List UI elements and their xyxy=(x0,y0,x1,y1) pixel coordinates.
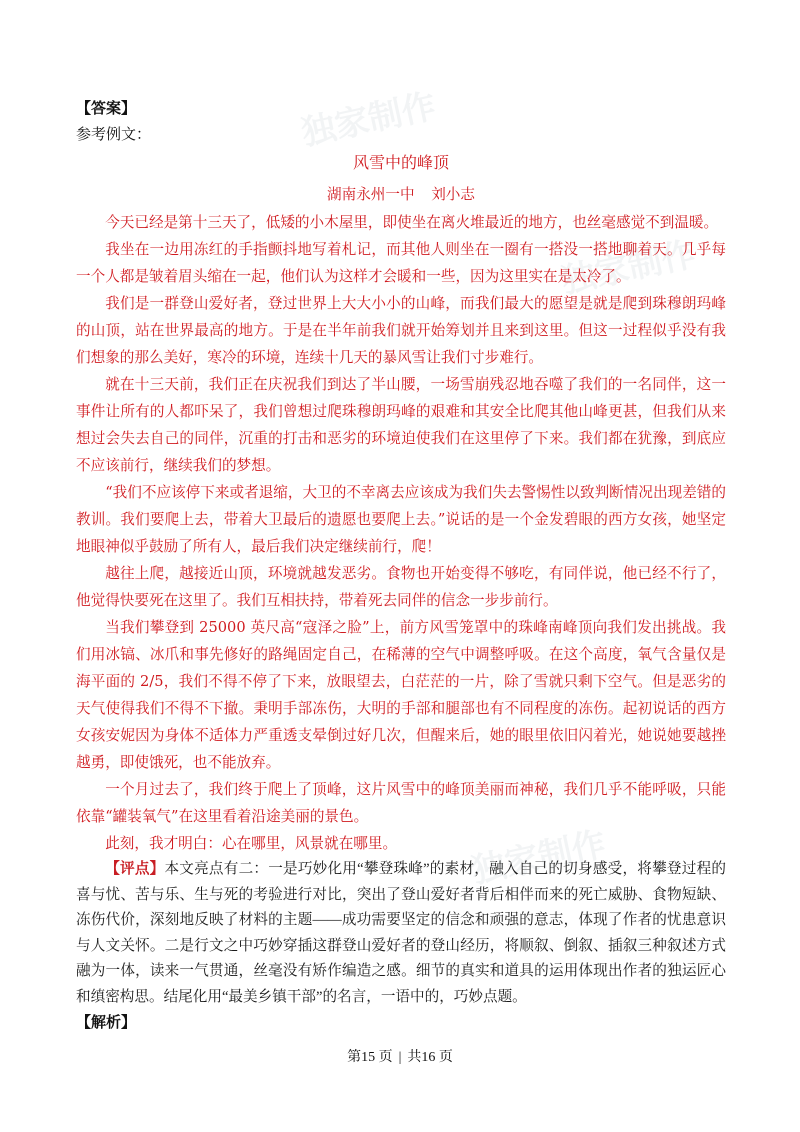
page-number-current: 第15 页 xyxy=(347,1050,393,1065)
watermark: 独家制作 xyxy=(468,824,610,892)
page-footer xyxy=(0,1047,800,1069)
essay-paragraph-6: 越往上爬，越接近山顶，环境就越发恶劣。食物也开始变得不够吃，有同伴说，他已经不行了，他觉得快要死在这里了。我们互相扶持，带着死去同伴的信念一步步前行。 xyxy=(76,565,726,609)
essay-paragraph-5: “我们不应该停下来或者退缩，大卫的不幸离去应该成为我们失去警惕性以致判断情况出现差错的教训。我们要爬上去，带着大卫最后的遗愿也要爬上去。”说话的是一个金发碧眼的西方女孩，她坚定地眼神似乎鼓励了所有人，最后我们决定继续前行，爬！ xyxy=(76,484,726,555)
answer-label: 【答案】 xyxy=(76,101,137,117)
analysis-label: 【解析】 xyxy=(76,1015,137,1031)
essay-body xyxy=(76,209,726,857)
essay-paragraph-3: 我们是一群登山爱好者，登过世界上大大小小的山峰，而我们最大的愿望是就是爬到珠穆朗玛峰的山顶，站在世界最高的地方。于是在半年前我们就开始筹划并且来到这里。但这一过程似乎没有我们想象的那么美好，寒冷的环境，连续十几天的暴风雪让我们寸步难行。 xyxy=(76,295,726,366)
reference-essay-label: 参考例文： xyxy=(76,127,152,143)
page-number-separator: | xyxy=(398,1050,402,1065)
page-content xyxy=(76,96,726,1036)
comment-section xyxy=(76,857,726,1010)
essay-paragraph-9: 此刻，我才明白：心在哪里，风景就在哪里。 xyxy=(105,835,398,852)
comment-text: 本文亮点有二：一是巧妙化用“攀登珠峰”的素材，融入自己的切身感受，将攀登过程的喜与忧、苦与乐、生与死的考验进行对比，突出了登山爱好者背后相伴而来的死亡威胁、食物短缺、冻伤代价，深刻地反映了材料的主题——成功需要坚定的信念和顽强的意志，体现了作者的忧患意识与人文关怀。二是行文之中巧妙穿插这群登山爱好者的登山经历，将顺叙、倒叙、插叙三种叙述方式融为一体，读来一气贯通，丝毫没有矫作编造之感。细节的真实和道具的运用体现出作者的独运匠心和缜密构思。结尾化用“最美乡镇干部”的名言，一语中的，巧妙点题。 xyxy=(76,861,726,1005)
essay-paragraph-8: 一个月过去了，我们终于爬上了顶峰，这片风雪中的峰顶美丽而神秘，我们几乎不能呼吸，只能依靠“罐装氧气”在这里看着沿途美丽的景色。 xyxy=(76,781,726,825)
essay-byline: 湖南永州一中 刘小志 xyxy=(327,186,475,203)
watermark: 独家制作 xyxy=(298,86,440,154)
essay-paragraph-1: 今天已经是第十三天了，低矮的小木屋里，即使坐在离火堆最近的地方，也丝毫感觉不到温暖。 xyxy=(105,214,719,231)
essay-title: 风雪中的峰顶 xyxy=(352,153,449,172)
page-number-total: 共16 页 xyxy=(407,1050,453,1065)
comment-label: 【评点】 xyxy=(105,861,165,877)
essay-paragraph-2: 我坐在一边用冻红的手指颤抖地写着札记，而其他人则坐在一圈有一搭没一搭地聊着天。几乎每一个人都是皱着眉头缩在一起，他们认为这样才会暖和一些，因为这里实在是太冷了。 xyxy=(76,241,726,285)
essay-paragraph-4: 就在十三天前，我们正在庆祝我们到达了半山腰，一场雪崩残忍地吞噬了我们的一名同伴，这一事件让所有的人都吓呆了，我们曾想过爬珠穆朗玛峰的艰难和其安全比爬其他山峰更甚，但我们从来想过会失去自己的同伴，沉重的打击和恶劣的环境迫使我们在这里停了下来。我们都在犹豫，到底应不应该前行，继续我们的梦想。 xyxy=(76,376,726,474)
watermark: 独家制作 xyxy=(558,234,700,302)
essay-paragraph-7: 当我们攀登到 25000 英尺高“寇泽之脸”上，前方风雪笼罩中的珠峰南峰顶向我们发出挑战。我们用冰镐、冰爪和事先修好的路绳固定自己，在稀薄的空气中调整呼吸。在这个高度，氧气含量仅是海平面的 2/5，我们不得不停了下来，放眼望去，白茫茫的一片，除了雪就只剩下空气。但是恶劣的天气使得我们不得不下撤。秉明手部冻伤，大明的手部和腿部也有不同程度的冻伤。起初说话的西方女孩安妮因为身体不适体力严重透支晕倒过好几次，但醒来后，她的眼里依旧闪着光，她说她要越挫越勇，即使饿死，也不能放弃。 xyxy=(76,619,726,771)
